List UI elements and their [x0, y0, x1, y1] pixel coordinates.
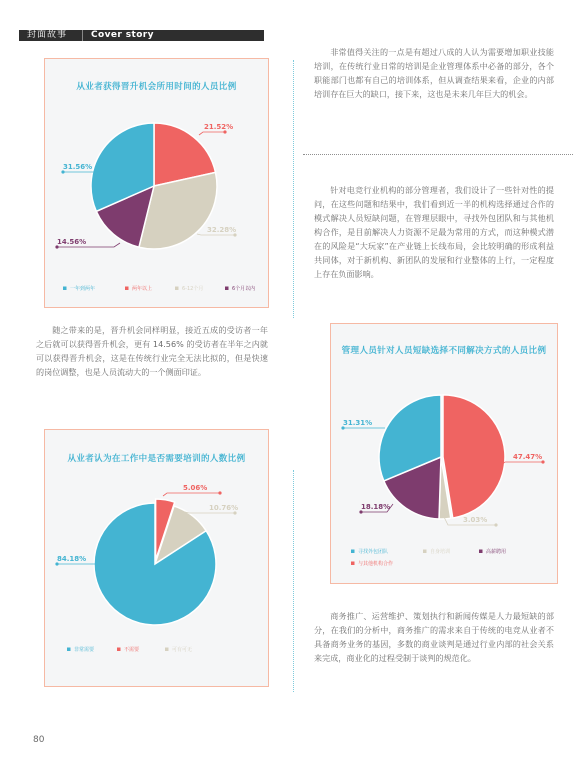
chart-card-shortage-solutions	[330, 323, 558, 584]
chart-title: 从业者获得晋升机会所用时间的人员比例	[76, 82, 237, 92]
data-label: 84.18%	[57, 555, 87, 563]
legend-label: 不需要	[124, 647, 140, 653]
leader-line	[185, 512, 235, 513]
chart-card-training-need	[44, 429, 269, 687]
data-label: 5.06%	[183, 484, 208, 492]
legend-label: 高薪聘用	[486, 549, 507, 555]
legend-label: 与其他机构合作	[358, 561, 394, 567]
pie-chart-shortage-solutions	[331, 324, 559, 585]
legend-swatch	[67, 648, 71, 652]
paragraph-shortage-roles: 商务推广、运营维护、策划执行和新闻传媒是人力最短缺的部分，在我们的分析中，商务推广的需求来自于传统的电竞从业者不具备商务业务的基因，多数的商业谈判是通过行业内部的社会关系来完成，商业化的过程受制于谈判的规范化。	[314, 611, 554, 663]
paragraph-training-gap: 非常值得关注的一点是有超过八成的人认为需要增加职业技能培训，在传统行业日常的培训是企业管理体系中必备的部分，各个职能部门也都有自己的培训体系，但从调查结果来看，企业的内部培训存在巨大的缺口，接下来，这也是未来几年巨大的机会。	[314, 47, 554, 99]
chart-card-promotion-time	[44, 58, 269, 308]
legend-label: 6个月以内	[232, 286, 256, 292]
legend-swatch	[125, 287, 129, 291]
leader-dot	[218, 491, 221, 494]
leader-dot	[494, 523, 497, 526]
leader-line	[197, 234, 235, 235]
data-label: 21.52%	[204, 123, 234, 131]
data-label: 47.47%	[513, 453, 543, 461]
legend-swatch	[165, 648, 169, 652]
legend-label: 可有可无	[172, 647, 193, 653]
legend-swatch	[175, 287, 179, 291]
header-divider	[82, 30, 83, 41]
data-label: 18.18%	[361, 503, 391, 511]
data-label: 10.76%	[209, 504, 239, 512]
legend-label: 寻找外包团队	[358, 549, 389, 555]
legend-label: 非常需要	[74, 647, 95, 653]
paragraph-management-survey: 针对电竞行业机构的部分管理者，我们设计了一些针对性的提问，在这些问题和结果中，我们看到近一半的机构选择通过合作的模式解决人员短缺问题，在管理层眼中，寻找外包团队和与其他机构合作，是目前解决人力资源不足最为常用的方式，而这种模式潜在的风险是“大玩家”在产业链上长线布局，会比较明确的形成利益共同体，对于新机构、新团队的发展和行业整体的上行，一定程度上存在负面影响。	[314, 185, 554, 279]
section-title-cn: 封面故事	[27, 30, 68, 40]
legend-swatch	[351, 562, 355, 566]
data-label: 32.28%	[207, 226, 237, 234]
leader-line	[501, 462, 543, 465]
legend-swatch	[117, 648, 121, 652]
chart-title: 从业者认为在工作中是否需要培训的人数比例	[67, 454, 246, 464]
page-number: 80	[33, 735, 45, 745]
chart-title: 管理人员针对人员短缺选择不同解决方式的人员比例	[341, 346, 547, 356]
leader-line	[199, 132, 225, 135]
pie-chart-promotion-time	[45, 59, 270, 309]
legend-swatch	[63, 287, 67, 291]
legend-swatch	[351, 550, 355, 554]
legend-swatch	[225, 287, 229, 291]
pie-chart-training-need	[45, 430, 270, 688]
legend-label: 一年到两年	[70, 286, 96, 292]
data-label: 31.31%	[343, 419, 373, 427]
pie-slice-2	[443, 395, 505, 518]
legend-swatch	[479, 550, 483, 554]
section-title-en: Cover story	[91, 30, 154, 40]
paragraph-promotion: 随之带来的是，晋升机会同样明显，接近五成的受访者一年之后就可以获得晋升机会，更有 14.56% 的受访者在半年之内就可以获得晋升机会，这是在传统行业完全无法比拟的，但是快速的岗位调整，也是人员流动大的一个侧面印证。	[36, 325, 268, 377]
column-divider-top	[293, 60, 294, 318]
horizontal-divider	[303, 154, 573, 155]
legend-label: 6-12个月	[182, 286, 204, 292]
data-label: 14.56%	[57, 238, 87, 246]
leader-line	[163, 493, 220, 496]
column-divider-bottom	[293, 470, 294, 692]
data-label: 3.03%	[463, 516, 488, 524]
section-header-bar	[19, 30, 264, 41]
legend-swatch	[423, 550, 427, 554]
data-label: 31.56%	[63, 163, 93, 171]
legend-label: 两年以上	[132, 286, 153, 292]
legend-label: 自身培训	[430, 549, 451, 555]
